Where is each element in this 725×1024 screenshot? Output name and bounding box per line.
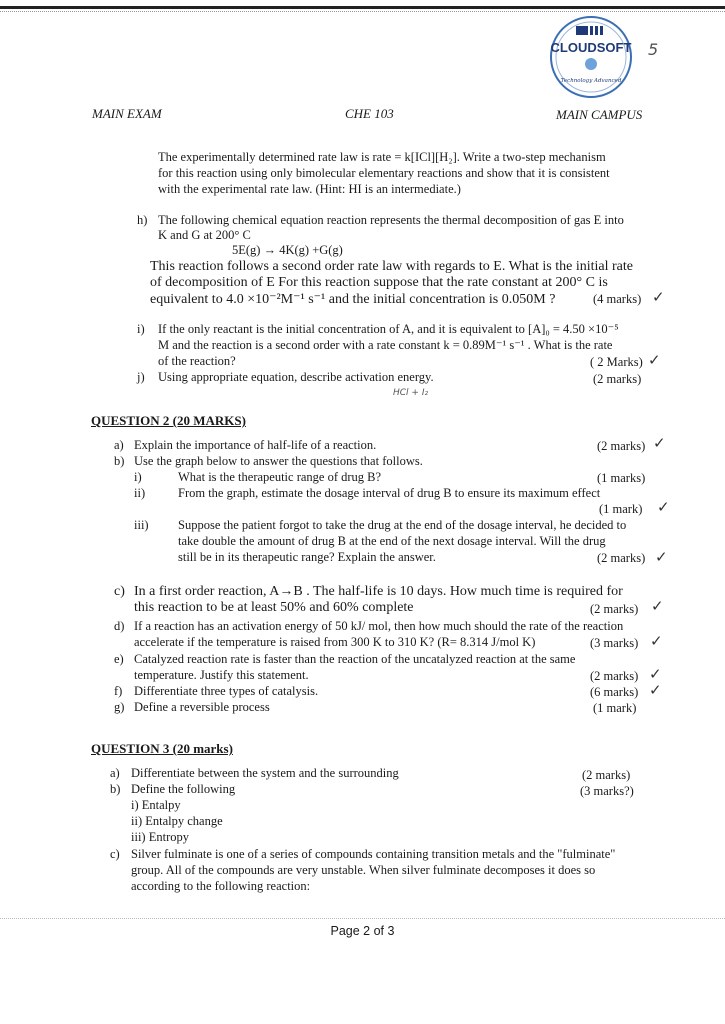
q3c-line-3: according to the following reaction: (131, 879, 311, 893)
q2d-marks: (3 marks) (590, 636, 639, 650)
qh-marks: (4 marks) (593, 292, 642, 306)
q3b-item: i) Entalpy (131, 798, 181, 812)
check-mark: ✓ (650, 632, 663, 650)
q3c-line-1: Silver fulminate is one of a series of compounds containing transition metals and the "fulminate" (131, 847, 616, 861)
q2a-marks: (2 marks) (597, 439, 646, 453)
exam-type: MAIN EXAM (92, 106, 162, 121)
q2b-iii-line-3: still be in its therapeutic range? Explain the answer. (178, 550, 436, 564)
qi-marks: ( 2 Marks) (590, 355, 643, 369)
question-label: b) (114, 454, 125, 468)
q2a-text: Explain the importance of half-life of a reaction. (134, 438, 377, 452)
q2b-ii-text: From the graph, estimate the dosage interval of drug B to ensure its maximum effect (178, 486, 601, 500)
question-label: d) (114, 619, 125, 633)
check-mark: ✓ (651, 597, 664, 615)
qh-line-5: equivalent to 4.0 ×10⁻²M⁻¹ s⁻¹ and the initial concentration is 0.050M ? (150, 292, 556, 307)
q2e-line-1: Catalyzed reaction rate is faster than the reaction of the uncatalyzed reaction at the same (134, 652, 576, 666)
q2d-line-1: If a reaction has an activation energy of 50 kJ/ mol, then how much should the rate of the reaction (134, 619, 624, 633)
q3b-item: iii) Entropy (131, 830, 189, 844)
page-number: Page 2 of 3 (330, 924, 395, 938)
q2g-text: Define a reversible process (134, 700, 270, 714)
q2e-line-2: temperature. Justify this statement. (134, 668, 309, 682)
check-mark: ✓ (652, 288, 665, 306)
q2b-ii-marks: (1 mark) (599, 502, 643, 516)
q3b-marks: (3 marks?) (580, 784, 634, 798)
qj-text: Using appropriate equation, describe activation energy. (158, 370, 434, 384)
q2c-line-1: In a first order reaction, A→B . The half-life is 10 days. How much time is required for (134, 584, 623, 599)
qh-line-3: This reaction follows a second order rate law with regards to E. What is the initial rate (150, 259, 633, 274)
scan-noise-line (0, 11, 725, 13)
cloudsoft-logo (548, 14, 634, 100)
q2g-marks: (1 mark) (593, 701, 637, 715)
question-label: a) (110, 766, 120, 780)
question-3-heading: QUESTION 3 (20 marks) (91, 741, 233, 756)
q2b-i-text: What is the therapeutic range of drug B? (178, 470, 382, 484)
q2c-marks: (2 marks) (590, 602, 639, 616)
check-mark: ✓ (648, 351, 661, 369)
intro-line-2: for this reaction using only bimolecular elementary reactions and show that it is consistent (158, 166, 610, 180)
q3b-text: Define the following (131, 782, 236, 796)
question-label: i) (137, 322, 145, 336)
qj-marks: (2 marks) (593, 372, 642, 386)
question-label: c) (110, 847, 120, 861)
check-mark: ✓ (655, 548, 668, 566)
qh-line-1: The following chemical equation reaction represents the thermal decomposition of gas E into (158, 213, 624, 227)
intro-line-1: The experimentally determined rate law is rate = k[ICl][H₂]. Write a two-step mechanism (158, 150, 606, 164)
qi-line-3: of the reaction? (158, 354, 236, 368)
q3a-marks: (2 marks) (582, 768, 631, 782)
question-label: g) (114, 700, 125, 714)
question-label: f) (114, 684, 123, 698)
q2d-line-2: accelerate if the temperature is raised from 300 K to 310 K? (R= 8.314 J/mol K) (134, 635, 536, 649)
q2b-iii-line-1: Suppose the patient forgot to take the drug at the end of the dosage interval, he decided to (178, 518, 627, 532)
logo-tagline: Technology Advanced (560, 78, 622, 84)
logo-wordmark: CLOUDSOFT (550, 40, 632, 55)
pencil-note: HCl + I₂ (393, 388, 429, 398)
top-rule (0, 6, 725, 9)
question-label: iii) (134, 518, 149, 532)
course-code: CHE 103 (345, 106, 394, 121)
q2b-iii-marks: (2 marks) (597, 551, 646, 565)
q2c-line-2: this reaction to be at least 50% and 60% complete (134, 600, 414, 615)
q3c-line-2: group. All of the compounds are very unstable. When silver fulminate decomposes it does so (131, 863, 596, 877)
question-label: ii) (134, 486, 146, 500)
check-mark: ✓ (657, 498, 670, 516)
q2f-text: Differentiate three types of catalysis. (134, 684, 319, 698)
check-mark: ✓ (653, 434, 666, 452)
q2e-marks: (2 marks) (590, 669, 639, 683)
question-label: a) (114, 438, 124, 452)
question-label: b) (110, 782, 121, 796)
question-label: e) (114, 652, 124, 666)
qi-line-1: If the only reactant is the initial concentration of A, and it is equivalent to [A]₀ = 4.50 ×10⁻⁵ (158, 322, 619, 336)
q3a-text: Differentiate between the system and the surrounding (131, 766, 399, 780)
check-mark: ✓ (649, 681, 662, 699)
campus: MAIN CAMPUS (556, 107, 643, 122)
check-mark: ✓ (649, 665, 662, 683)
q3b-item: ii) Entalpy change (131, 814, 223, 828)
q2b-iii-line-2: take double the amount of drug B at the end of the next dosage interval. Will the drug (178, 534, 606, 548)
question-label: i) (134, 470, 142, 484)
intro-line-3: with the experimental rate law. (Hint: HI is an intermediate.) (158, 182, 461, 196)
qh-line-2: K and G at 200° C (158, 228, 251, 242)
question-2-heading: QUESTION 2 (20 MARKS) (91, 413, 246, 428)
q2b-i-marks: (1 marks) (597, 471, 646, 485)
qh-equation: 5E(g) → 4K(g) +G(g) (232, 243, 343, 257)
question-label: h) (137, 213, 148, 227)
q2f-marks: (6 marks) (590, 685, 639, 699)
logo-graphic (548, 14, 634, 100)
scan-noise-line (0, 918, 725, 920)
page-mark: 5 (648, 40, 659, 59)
question-label: j) (137, 370, 145, 384)
q2b-text: Use the graph below to answer the questions that follows. (134, 454, 423, 468)
qh-line-4: of decomposition of E For this reaction suppose that the rate constant at 200° C is (150, 275, 608, 290)
qi-line-2: M and the reaction is a second order with a rate constant k = 0.89M⁻¹ s⁻¹ . What is the rate (158, 338, 613, 352)
question-label: c) (114, 584, 125, 599)
